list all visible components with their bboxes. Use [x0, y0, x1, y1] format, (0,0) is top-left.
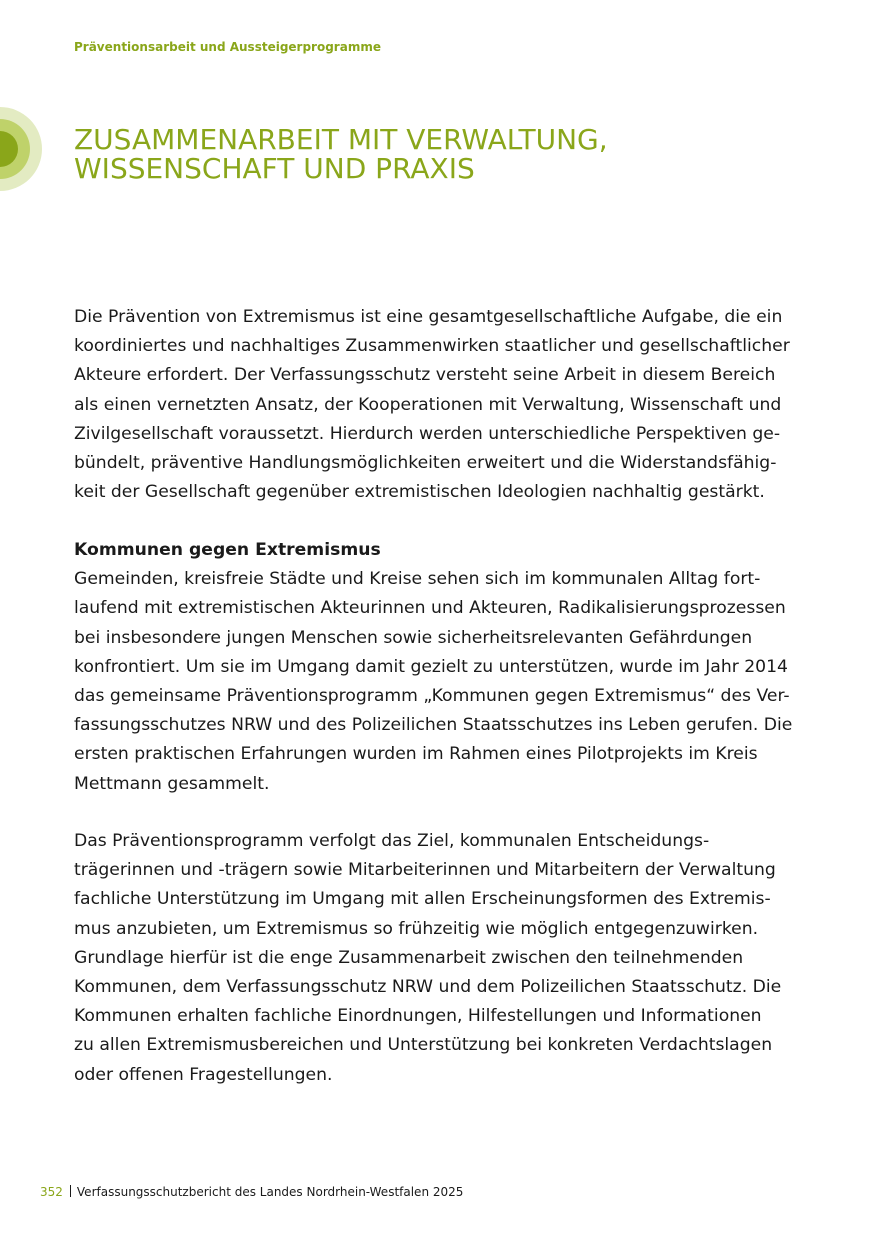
text-line: zu allen Extremismusbereichen und Unterstützung bei konkreten Verdachtslagen	[74, 1035, 773, 1056]
page-title-line: WISSENSCHAFT UND PRAXIS	[74, 152, 475, 185]
text-line: Die Prävention von Extremismus ist eine gesamtgesellschaftliche Aufgabe, die ein	[74, 307, 783, 327]
page-title-line: ZUSAMMENARBEIT MIT VERWALTUNG,	[74, 123, 608, 156]
text-line: Das Präventionsprogramm verfolgt das Ziel, kommunalen Entscheidungs-	[74, 831, 710, 851]
section-paragraph-2	[74, 827, 814, 1090]
running-head: Präventionsarbeit und Aussteigerprogramme	[74, 40, 381, 54]
text-line: fachliche Unterstützung im Umgang mit allen Erscheinungsformen des Extremis-	[74, 889, 771, 910]
page-number: 352	[40, 1185, 63, 1199]
text-line: Mettmann gesammelt.	[74, 773, 270, 794]
text-line: keit der Gesellschaft gegenüber extremistischen Ideologien nachhaltig gestärkt.	[74, 482, 765, 503]
page-title	[74, 125, 834, 183]
section-heading: Kommunen gegen Extremismus	[74, 540, 381, 560]
text-line: oder offenen Fragestellungen.	[74, 1064, 333, 1085]
text-line: ersten praktischen Erfahrungen wurden im Rahmen eines Pilotprojekts im Kreis	[74, 744, 758, 765]
text-line: Zivilgesellschaft voraussetzt. Hierdurch werden unterschiedliche Perspektiven ge-	[74, 423, 781, 444]
page-footer	[40, 1185, 463, 1199]
text-line: konfrontiert. Um sie im Umgang damit gezielt zu unterstützen, wurde im Jahr 2014	[74, 656, 788, 677]
text-line: das gemeinsame Präventionsprogramm „Kommunen gegen Extremismus“ des Ver-	[74, 686, 790, 707]
publication-title: Verfassungsschutzbericht des Landes Nordrhein-Westfalen 2025	[76, 1185, 464, 1199]
text-line: bündelt, präventive Handlungsmöglichkeiten erweitert und die Widerstandsfähig-	[74, 453, 777, 474]
text-line: Gemeinden, kreisfreie Städte und Kreise sehen sich im kommunalen Alltag fort-	[74, 569, 761, 590]
concentric-circles-decoration	[0, 107, 42, 191]
text-line: Grundlage hierfür ist die enge Zusammenarbeit zwischen den teilnehmenden	[74, 947, 744, 968]
text-line: koordiniertes und nachhaltiges Zusammenwirken staatlicher und gesellschaftlicher	[74, 336, 790, 357]
text-line: Kommunen, dem Verfassungsschutz NRW und dem Polizeilichen Staatsschutz. Die	[74, 977, 782, 998]
text-line: trägerinnen und -trägern sowie Mitarbeiterinnen und Mitarbeitern der Verwaltung	[74, 860, 776, 881]
text-line: mus anzubieten, um Extremismus so frühzeitig wie möglich entgegenzuwirken.	[74, 918, 759, 939]
text-line: laufend mit extremistischen Akteurinnen und Akteuren, Radikalisierungsprozessen	[74, 598, 786, 619]
intro-paragraph	[74, 303, 814, 507]
text-line: Kommunen erhalten fachliche Einordnungen, Hilfestellungen und Informationen	[74, 1006, 762, 1027]
text-line: fassungsschutzes NRW und des Polizeilichen Staatsschutzes ins Leben gerufen. Die	[74, 715, 793, 736]
text-line: als einen vernetzten Ansatz, der Kooperationen mit Verwaltung, Wissenschaft und	[74, 394, 782, 415]
text-line: Akteure erfordert. Der Verfassungsschutz versteht seine Arbeit in diesem Bereich	[74, 365, 776, 386]
section-kommunen	[74, 536, 814, 799]
text-line: bei insbesondere jungen Menschen sowie sicherheitsrelevanten Gefährdungen	[74, 627, 753, 648]
footer-separator	[70, 1185, 71, 1197]
